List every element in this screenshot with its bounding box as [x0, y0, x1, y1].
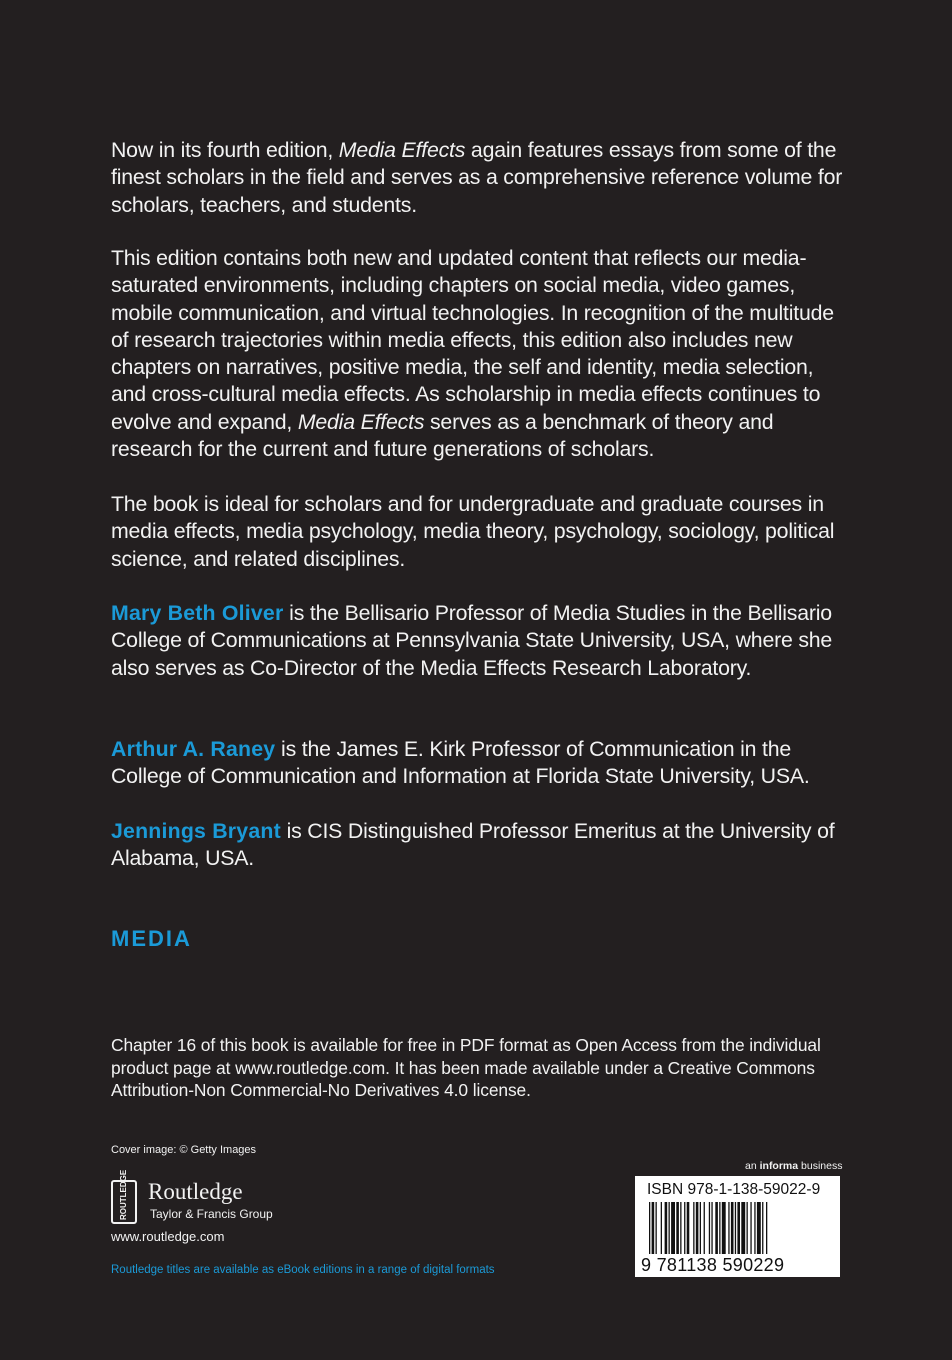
subject-category: MEDIA — [111, 926, 192, 951]
informa-business-label — [745, 1160, 842, 1172]
routledge-logo-icon — [111, 1169, 137, 1224]
ebook-note: Routledge titles are available as eBook editions in a range of digital formats — [111, 1264, 495, 1276]
publisher-website: www.routledge.com — [111, 1229, 225, 1244]
description-paragraph-2 — [111, 245, 851, 463]
logo-mark-text: ROUTLEDGE — [119, 1169, 128, 1220]
p1-text-b: again features essays from some of the finest scholars in the field and serves as a comprehensive reference volume for scholars, teachers, and students. — [111, 138, 843, 217]
author-name: Jennings Bryant — [111, 819, 281, 843]
informa-pre: an — [745, 1160, 760, 1172]
author-bio-oliver — [111, 600, 851, 682]
author-bio-text: is CIS Distinguished Professor Emeritus at the University of Alabama, USA. — [111, 819, 835, 871]
informa-post: business — [798, 1160, 843, 1172]
p1-text-a: Now in its fourth edition, — [111, 138, 339, 162]
author-bio-text: is the Bellisario Professor of Media Studies in the Bellisario College of Communications at Pennsylvania State University, USA, where she also serves as Co-Director of the Media Effects Research Laboratory. — [111, 601, 833, 680]
p2-text-a: This edition contains both new and updated content that reflects our media-saturated environments, including chapters on social media, video games, mobile communication, and virtual technologies. In recognition of the multitude of research trajectories within media effects, this edition also includes new chapters on narratives, positive media, the self and identity, media selection, and cross-cultural media effects. As scholarship in media effects continues to evolve and expand, — [111, 246, 834, 434]
author-bio-text: is the James E. Kirk Professor of Communication in the College of Communication and Information at Florida State University, USA. — [111, 737, 810, 789]
publisher-name: Routledge — [148, 1179, 243, 1204]
publisher-group: Taylor & Francis Group — [150, 1207, 273, 1221]
isbn-label: ISBN 978-1-138-59022-9 — [647, 1181, 821, 1198]
author-name: Arthur A. Raney — [111, 737, 276, 761]
informa-brand: informa — [759, 1160, 799, 1172]
cover-credit: Cover image: © Getty Images — [111, 1144, 257, 1156]
author-bio-raney — [111, 736, 851, 791]
p2-book-title: Media Effects — [297, 409, 425, 434]
p2-text-b: serves as a benchmark of theory and research for the current and future generations of scholars. — [111, 409, 774, 462]
author-bio-bryant — [111, 818, 851, 873]
isbn-barcode — [635, 1176, 840, 1277]
description-paragraph-3: The book is ideal for scholars and for undergraduate and graduate courses in media effects, media psychology, media theory, psychology, sociology, political science, and related disciplines. — [111, 492, 835, 571]
description-paragraph-1 — [111, 137, 851, 219]
barcode-digits: 9 781138 590229 — [641, 1255, 785, 1275]
open-access-note: Chapter 16 of this book is available for free in PDF format as Open Access from the individual product page at www.routledge.com. It has been made available under a Creative Commons Attribution-Non Commercial-No Derivatives 4.0 license. — [111, 1035, 821, 1101]
p1-book-title: Media Effects — [338, 138, 466, 162]
barcode-bars-icon — [649, 1202, 827, 1254]
author-name: Mary Beth Oliver — [111, 601, 284, 625]
